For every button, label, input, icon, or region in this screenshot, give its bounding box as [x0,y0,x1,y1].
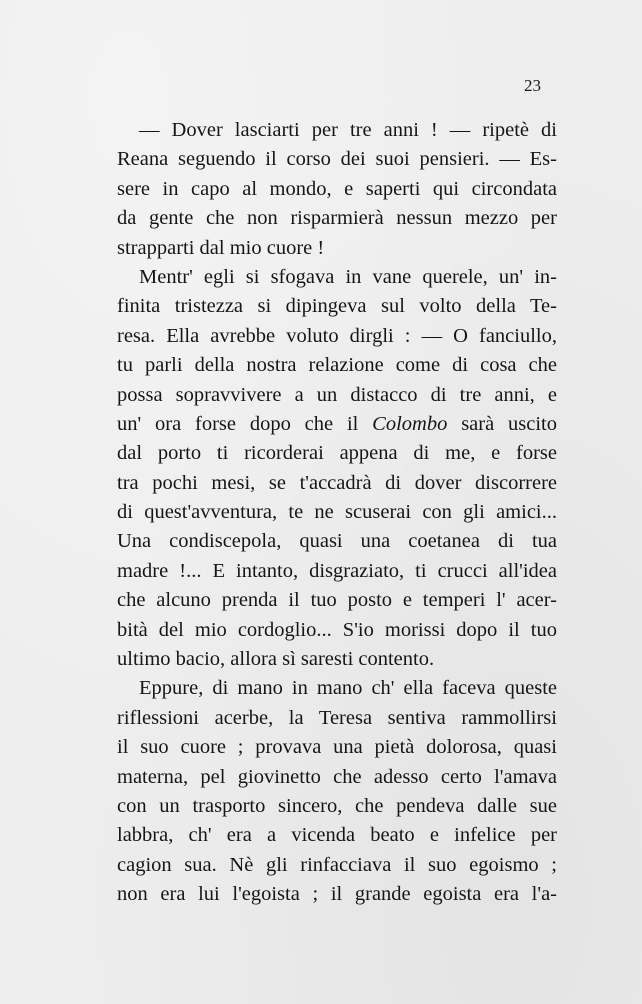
text-line: dal porto ti ricorderai appena di me, e forse [117,442,557,465]
text-line: strapparti dal mio cuore ! [117,236,325,259]
paragraph [117,263,557,674]
text-line: labbra, ch' era a vicenda beato e infelice per [117,824,557,847]
text-line: con un trasporto sincero, che pendeva dalle sue [117,794,557,817]
paragraph [117,116,557,263]
text-line: resa. Ella avrebbe voluto dirgli : — O fanciullo, [117,324,557,347]
text-line: Eppure, di mano in mano ch' ella faceva queste [139,677,557,700]
text-line: non era lui l'egoista ; il grande egoista era l'a- [117,883,557,906]
text-line: il suo cuore ; provava una pietà dolorosa, quasi [117,736,557,759]
text-line: — Dover lasciarti per tre anni ! — ripetè di [139,119,557,141]
text-line: possa sopravvivere a un distacco di tre anni, e [117,383,557,406]
text-line: tu parli della nostra relazione come di cosa che [117,354,557,377]
text-line: materna, pel giovinetto che adesso certo l'amava [117,765,557,788]
text-line: da gente che non risparmierà nessun mezzo per [117,207,557,230]
text-line: finita tristezza si dipingeva sul volto della Te- [117,295,557,318]
text-line: Mentr' egli si sfogava in vane querele, un' in- [139,265,557,288]
text-line: Una condiscepola, quasi una coetanea di tua [117,530,557,553]
text-line: di quest'avventura, te ne scuserai con gli amici... [117,501,557,524]
text-line: cagion sua. Nè gli rinfacciava il suo egoismo ; [117,853,557,876]
body-text [117,116,557,910]
text-line: tra pochi mesi, se t'accadrà di dover discorrere [117,471,557,494]
text-line: che alcuno prenda il tuo posto e temperi l' acer- [117,589,557,612]
text-line: Reana seguendo il corso dei suoi pensieri. — Es- [117,148,557,171]
text-line: un' ora forse dopo che il Colombo sarà uscito [117,412,557,435]
text-line: riflessioni acerbe, la Teresa sentiva rammollirsi [117,706,557,729]
text-line: madre !... E intanto, disgraziato, ti crucci all'idea [117,559,557,582]
page-number: 23 [524,76,541,95]
text-line: bità del mio cordoglio... S'io morissi dopo il tuo [117,618,557,641]
paragraph [117,674,557,909]
text-line: ultimo bacio, allora sì saresti contento. [117,648,435,671]
text-line: sere in capo al mondo, e saperti qui circondata [117,177,557,200]
